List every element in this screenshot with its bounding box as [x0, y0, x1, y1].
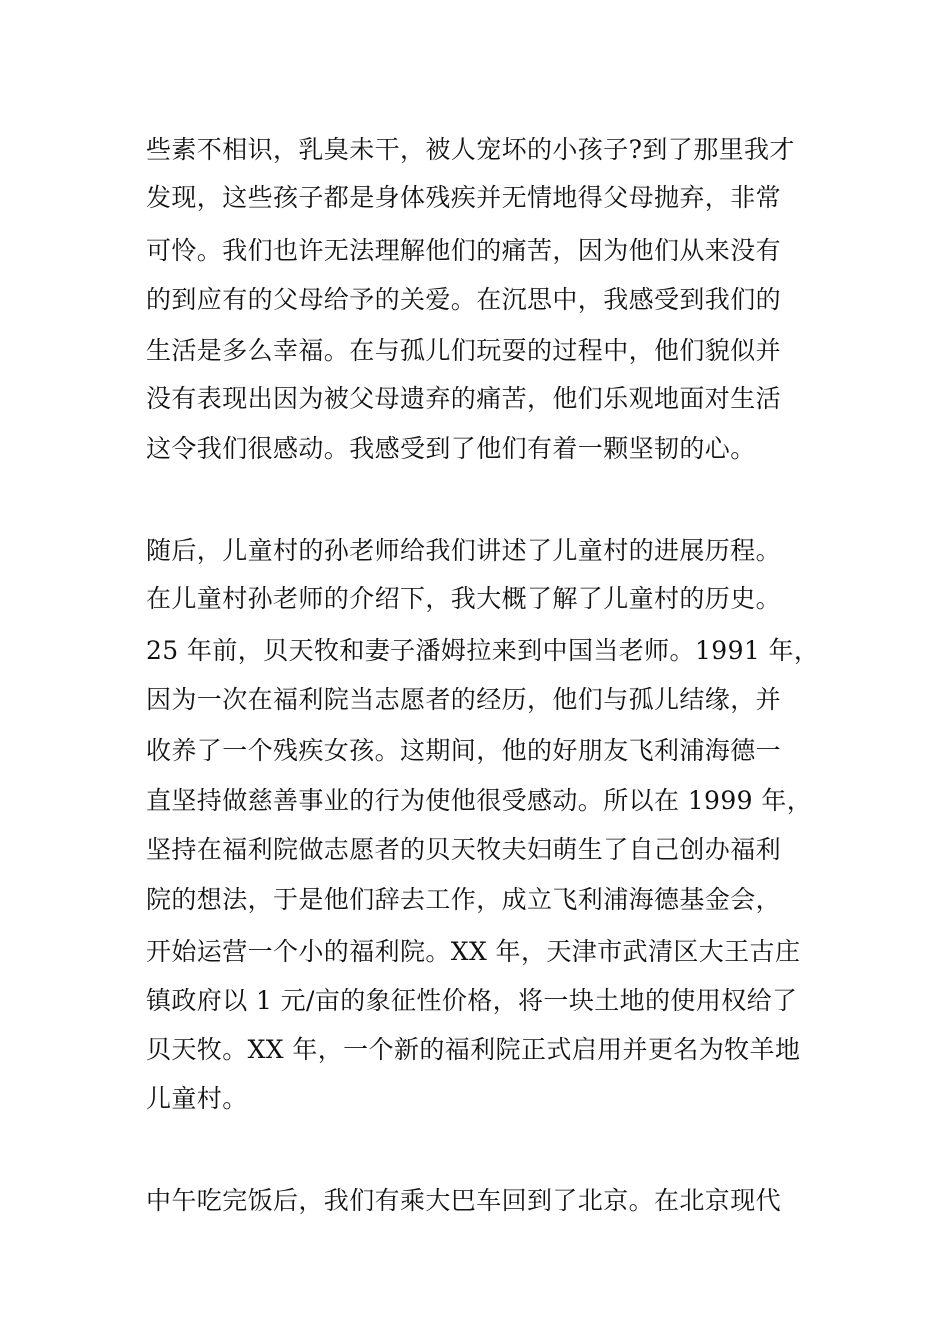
text-line: 生活是多么幸福。在与孤儿们玩耍的过程中，他们貌似并 — [146, 336, 782, 365]
text-line: 中午吃完饭后，我们有乘大巴车回到了北京。在北京现代 — [146, 1186, 782, 1215]
text-line: 因为一次在福利院当志愿者的经历，他们与孤儿结缘，并 — [146, 685, 782, 714]
text-line: 这令我们很感动。我感受到了他们有着一颗坚韧的心。 — [146, 434, 756, 463]
text-line: 坚持在福利院做志愿者的贝天牧夫妇萌生了自己创办福利 — [146, 835, 782, 864]
text-line: 发现，这些孩子都是身体残疾并无情地得父母抛弃，非常 — [146, 183, 782, 212]
text-line: 收养了一个残疾女孩。这期间，他的好朋友飞利浦海德一 — [146, 736, 782, 765]
text-line: 在儿童村孙老师的介绍下，我大概了解了儿童村的历史。 — [146, 584, 782, 613]
text-line: 25 年前，贝天牧和妻子潘姆拉来到中国当老师。1991 年， — [146, 636, 820, 665]
text-line: 儿童村。 — [146, 1084, 248, 1113]
text-line: 些素不相识，乳臭未干，被人宠坏的小孩子?到了那里我才 — [146, 135, 795, 164]
text-line: 开始运营一个小的福利院。XX 年，天津市武清区大王古庄 — [146, 937, 801, 966]
text-line: 没有表现出因为被父母遗弃的痛苦，他们乐观地面对生活 — [146, 384, 782, 413]
text-line: 直坚持做慈善事业的行为使他很受感动。所以在 1999 年， — [146, 786, 813, 815]
text-line: 院的想法，于是他们辞去工作，成立飞利浦海德基金会， — [146, 885, 782, 914]
text-line: 的到应有的父母给予的关爱。在沉思中，我感受到我们的 — [146, 285, 782, 314]
text-line: 贝天牧。XX 年，一个新的福利院正式启用并更名为牧羊地 — [146, 1035, 801, 1064]
text-line: 可怜。我们也许无法理解他们的痛苦，因为他们从来没有 — [146, 236, 782, 265]
text-line: 随后，儿童村的孙老师给我们讲述了儿童村的进展历程。 — [146, 536, 782, 565]
text-line: 镇政府以 1 元/亩的象征性价格，将一块土地的使用权给了 — [146, 986, 798, 1015]
